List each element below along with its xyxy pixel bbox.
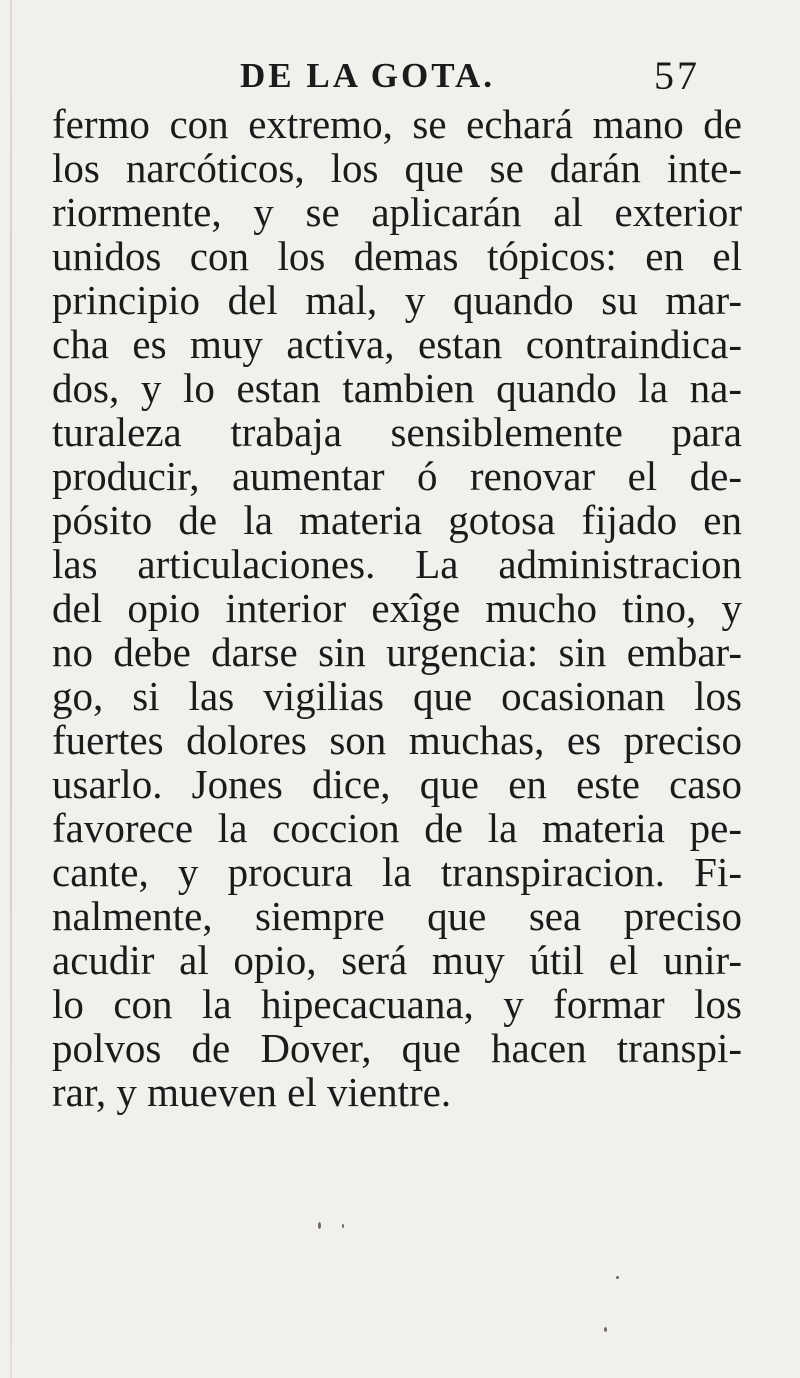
text-line: dos, y lo estan tambien quando la na- <box>52 365 742 411</box>
text-line: turaleza trabaja sensiblemente para <box>52 409 742 455</box>
text-line: principio del mal, y quando su mar- <box>52 277 742 323</box>
text-line: polvos de Dover, que hacen transpi- <box>52 1025 742 1071</box>
text-line: no debe darse sin urgencia: sin embar- <box>52 629 742 675</box>
text-line: los narcóticos, los que se darán inte- <box>52 145 742 191</box>
text-line: del opio interior exîge mucho tino, y <box>52 585 742 631</box>
ink-speck <box>318 1222 321 1229</box>
text-line: lo con la hipecacuana, y formar los <box>52 981 742 1027</box>
text-line: las articulaciones. La administracion <box>52 541 742 587</box>
body-text <box>52 102 742 1114</box>
ink-speck <box>616 1276 619 1279</box>
page-number: 57 <box>654 53 700 98</box>
text-line: nalmente, siempre que sea preciso <box>52 893 742 939</box>
running-title: DE LA GOTA. <box>240 56 496 95</box>
text-line: usarlo. Jones dice, que en este caso <box>52 761 742 807</box>
text-line: fermo con extremo, se echará mano de <box>52 101 742 147</box>
text-line: rar, y mueven el vientre. <box>52 1069 452 1115</box>
text-line: producir, aumentar ó renovar el de- <box>52 453 742 499</box>
text-line: riormente, y se aplicarán al exterior <box>52 189 742 235</box>
text-line: acudir al opio, será muy útil el unir- <box>52 937 742 983</box>
text-line: fuertes dolores son muchas, es preciso <box>52 717 742 763</box>
text-line: cha es muy activa, estan contraindica- <box>52 321 742 367</box>
text-line: favorece la coccion de la materia pe- <box>52 805 742 851</box>
text-line: go, si las vigilias que ocasionan los <box>52 673 742 719</box>
running-head <box>240 50 700 96</box>
text-line: cante, y procura la transpiracion. Fi- <box>52 849 742 895</box>
ink-speck <box>342 1224 344 1228</box>
text-line: unidos con los demas tópicos: en el <box>52 233 742 279</box>
page-gutter-edge <box>10 0 12 1378</box>
ink-speck <box>604 1327 607 1332</box>
text-line: pósito de la materia gotosa fijado en <box>52 497 742 543</box>
